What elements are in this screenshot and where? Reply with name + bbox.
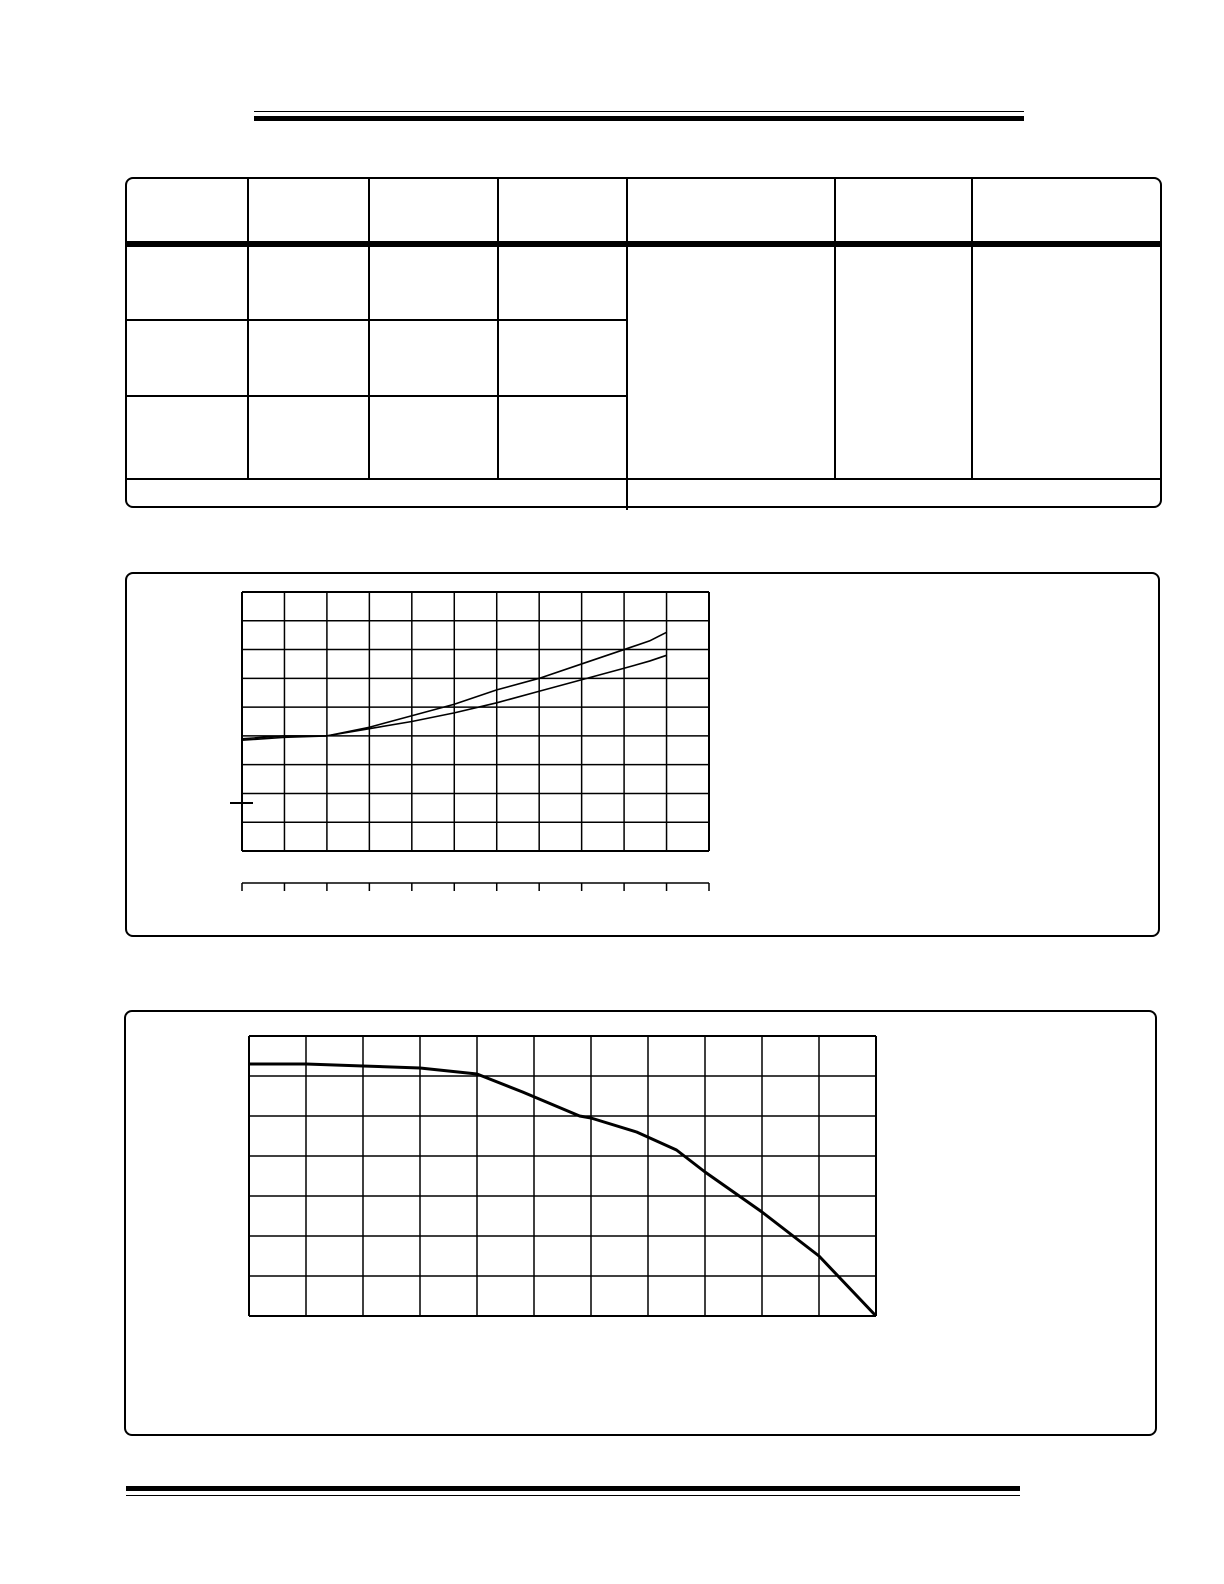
footer-rule-thin xyxy=(126,1495,1020,1496)
series-line-1 xyxy=(249,1064,876,1316)
chart-2-grid xyxy=(249,1036,876,1316)
chart-2-series xyxy=(249,1064,876,1316)
footer-rule-thick xyxy=(126,1486,1020,1491)
